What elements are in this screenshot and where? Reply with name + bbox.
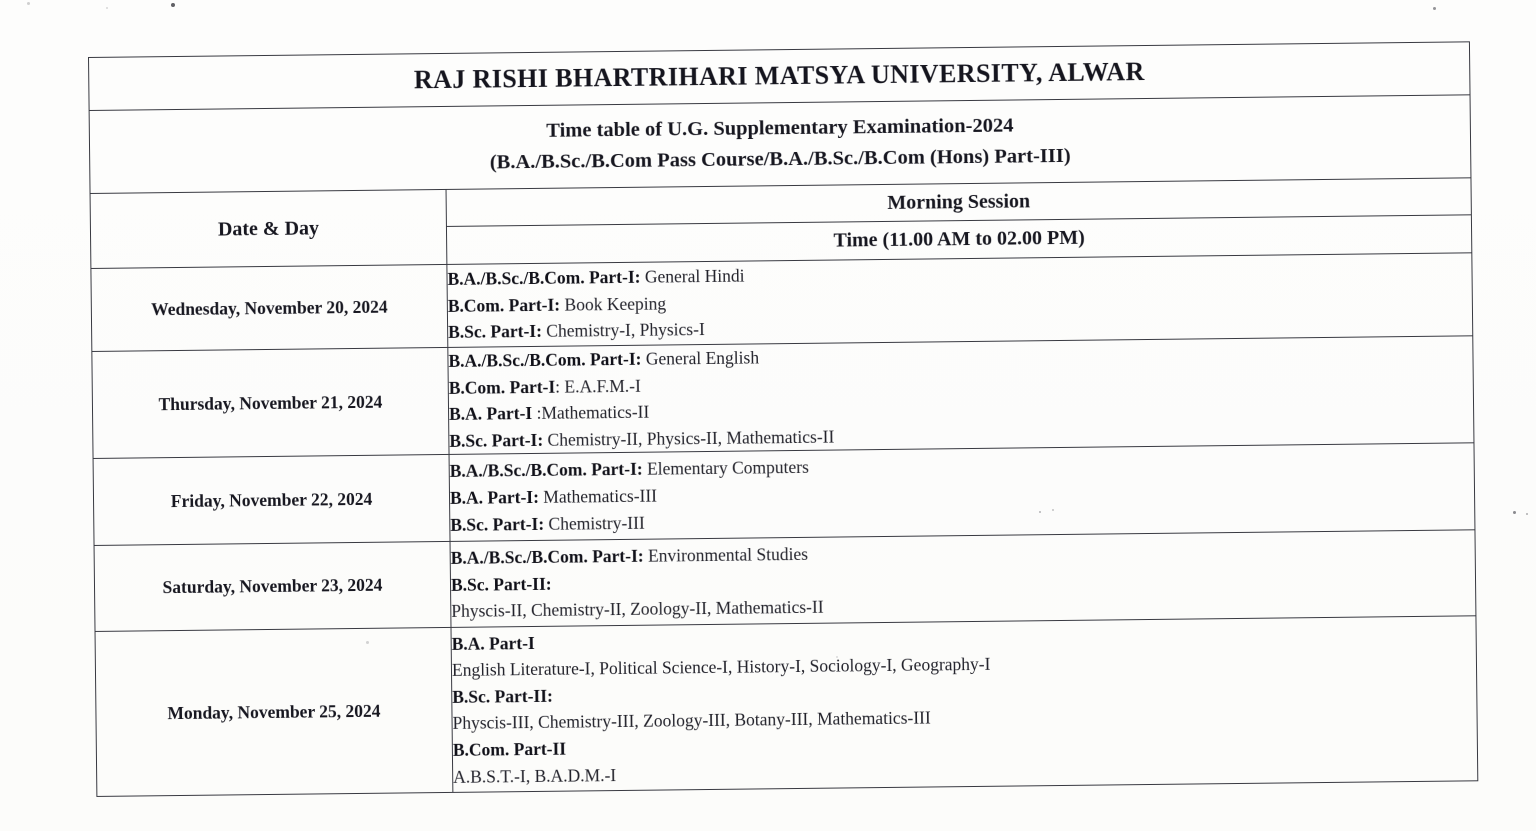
subjects-cell [451, 616, 1478, 793]
date-text: Monday, November 25, 2024 [167, 700, 381, 724]
subject-text: : E.A.F.M.-I [555, 375, 641, 397]
subjects-cell [447, 253, 1473, 348]
exam-subtitle [89, 95, 1471, 194]
scan-speck [27, 2, 30, 5]
subject-text: Chemistry-I, Physics-I [541, 319, 705, 342]
scan-speck [171, 3, 175, 7]
course-label: B.A. Part-I [448, 403, 533, 425]
subject-text: English Literature-I, Political Science-I, History-I, Sociology-I, Geography-I [451, 653, 991, 681]
subject-text: Environmental Studies [643, 543, 809, 566]
date-text: Thursday, November 21, 2024 [158, 391, 383, 414]
course-label: B.Sc. Part-II: [452, 685, 553, 707]
date-cell [94, 542, 451, 632]
course-label: B.Com. Part-I: [447, 294, 561, 316]
table-row [91, 253, 1473, 352]
subject-text: Chemistry-III [544, 512, 645, 534]
subtitle-row [89, 95, 1471, 194]
subjects-cell [448, 336, 1474, 455]
subjects-cell [450, 530, 1476, 628]
scan-speck [1526, 513, 1528, 515]
date-cell [95, 628, 453, 797]
table-row [93, 443, 1475, 546]
timetable-sheet [88, 41, 1477, 797]
column-header-time: Time (11.00 AM to 02.00 PM) [446, 215, 1471, 265]
subjects-cell [449, 443, 1475, 542]
course-label: B.A./B.Sc./B.Com. Part-I: [449, 459, 643, 482]
course-label: B.Sc. Part-I: [450, 513, 545, 535]
subject-text: Book Keeping [559, 293, 667, 315]
scan-speck [1513, 511, 1516, 514]
date-text: Friday, November 22, 2024 [170, 488, 373, 511]
date-cell [93, 455, 450, 546]
column-header-date-day: Date & Day [90, 189, 447, 268]
subject-text: Chemistry-II, Physics-II, Mathematics-II [543, 426, 835, 450]
date-text: Wednesday, November 20, 2024 [151, 296, 388, 319]
course-label: B.A./B.Sc./B.Com. Part-I: [450, 545, 644, 568]
subject-text: :Mathematics-II [532, 401, 650, 424]
date-text: Saturday, November 23, 2024 [162, 575, 383, 598]
subject-text: General Hindi [640, 265, 745, 287]
course-label: B.Sc. Part-I: [449, 429, 544, 451]
course-label: B.Com. Part-II [452, 738, 567, 760]
subject-text: Elementary Computers [642, 457, 810, 480]
subject-text: General English [641, 347, 760, 369]
course-label: B.A. Part-I [451, 632, 535, 654]
date-cell [92, 347, 449, 458]
column-header-session: Morning Session [446, 178, 1471, 227]
course-label: B.A./B.Sc./B.Com. Part-I: [447, 266, 641, 290]
scan-speck [1433, 7, 1436, 10]
university-title: RAJ RISHI BHARTRIHARI MATSYA UNIVERSITY, ALWAR [89, 42, 1471, 111]
table-row [92, 336, 1474, 459]
course-label: B.Com. Part-I [448, 376, 556, 398]
subject-text: Mathematics-III [538, 485, 658, 507]
course-label: B.A. Part-I: [449, 486, 540, 508]
course-list: (B.A./B.Sc./B.Com Pass Course/B.A./B.Sc./B.Com (Hons) Part-III) [489, 144, 1071, 174]
table-row [94, 530, 1476, 632]
course-label: B.Sc. Part-I: [448, 321, 543, 343]
schedule-body [89, 42, 1478, 797]
scan-speck [106, 7, 108, 9]
subject-text: Physcis-III, Chemistry-III, Zoology-III, Botany-III, Mathematics-III [452, 707, 931, 734]
course-label: B.Sc. Part-II: [450, 573, 552, 595]
course-label: B.A./B.Sc./B.Com. Part-I: [448, 348, 642, 371]
table-row [95, 616, 1478, 797]
subject-text: Physcis-II, Chemistry-II, Zoology-II, Mathematics-II [451, 596, 824, 622]
date-cell [91, 264, 448, 351]
subject-text: A.B.S.T.-I, B.A.D.M.-I [453, 764, 617, 787]
exam-timetable [88, 41, 1478, 797]
exam-name: Time table of U.G. Supplementary Examination-2024 [546, 114, 1014, 142]
